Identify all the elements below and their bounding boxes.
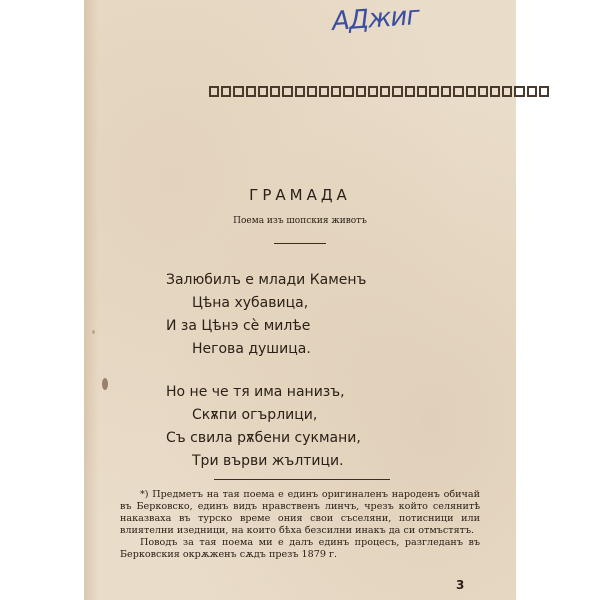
ornament-square	[478, 86, 488, 97]
ornament-square	[490, 86, 500, 97]
ornament-square	[282, 86, 292, 97]
poem-subtitle: Поема изъ шопския животъ	[233, 216, 367, 226]
ornament-square	[270, 86, 280, 97]
book-page	[84, 0, 516, 600]
page-number: 3	[456, 578, 465, 592]
divider-rule	[274, 243, 326, 244]
footnote-paragraph: *) Предметъ на тая поема е единъ оригиналенъ народенъ обичай въ Берковско, единъ видъ нравственъ линчъ, чрезъ който селянитѣ наказваха въ турско време ония свои съселяни, потисници или влиятелни изедници, на които бѣха безсилни инакъ да си отмъстятъ.	[120, 489, 480, 536]
ornament-square	[539, 86, 549, 97]
ornament-square	[258, 86, 268, 97]
ornament-square	[453, 86, 463, 97]
ornament-square	[429, 86, 439, 97]
ornament-square	[417, 86, 427, 97]
ornament-square	[527, 86, 537, 97]
ornament-square	[405, 86, 415, 97]
ornament-square	[502, 86, 512, 97]
ornament-border	[209, 86, 549, 102]
ornament-square	[246, 86, 256, 97]
ornament-square	[307, 86, 317, 97]
verse-line: И за Цѣнэ сѐ милѣе	[166, 318, 311, 334]
ornament-square	[441, 86, 451, 97]
handwritten-signature: AДжиг	[331, 0, 421, 38]
ornament-square	[233, 86, 243, 97]
ornament-square	[380, 86, 390, 97]
ornament-square	[295, 86, 305, 97]
ink-stain	[102, 378, 108, 390]
footnote	[120, 489, 480, 561]
ornament-square	[368, 86, 378, 97]
verse-line: Скѫпи огърлици,	[192, 407, 318, 423]
footnote-rule	[214, 479, 390, 480]
verse-line: Цѣна хубавица,	[192, 295, 309, 311]
verse-line: Но не че тя има нанизъ,	[166, 384, 345, 400]
verse-line: Негова душица.	[192, 341, 311, 357]
ornament-square	[392, 86, 402, 97]
ornament-square	[343, 86, 353, 97]
ink-stain	[92, 330, 95, 334]
ornament-square	[221, 86, 231, 97]
ornament-square	[466, 86, 476, 97]
ornament-square	[209, 86, 219, 97]
verse-line: Съ свила рѫбени сукмани,	[166, 430, 361, 446]
ornament-square	[319, 86, 329, 97]
ornament-square	[514, 86, 524, 97]
verse-line: Три върви жълтици.	[192, 453, 344, 469]
ornament-square	[356, 86, 366, 97]
footnote-paragraph: Поводъ за тая поема ми е далъ единъ процесъ, разгледанъ въ Берковския окрѫженъ сѫдъ презъ 1879 г.	[120, 537, 480, 560]
ornament-square	[331, 86, 341, 97]
poem-title: ГРАМАДА	[249, 186, 351, 204]
verse-line: Залюбилъ е млади Каменъ	[166, 272, 367, 288]
